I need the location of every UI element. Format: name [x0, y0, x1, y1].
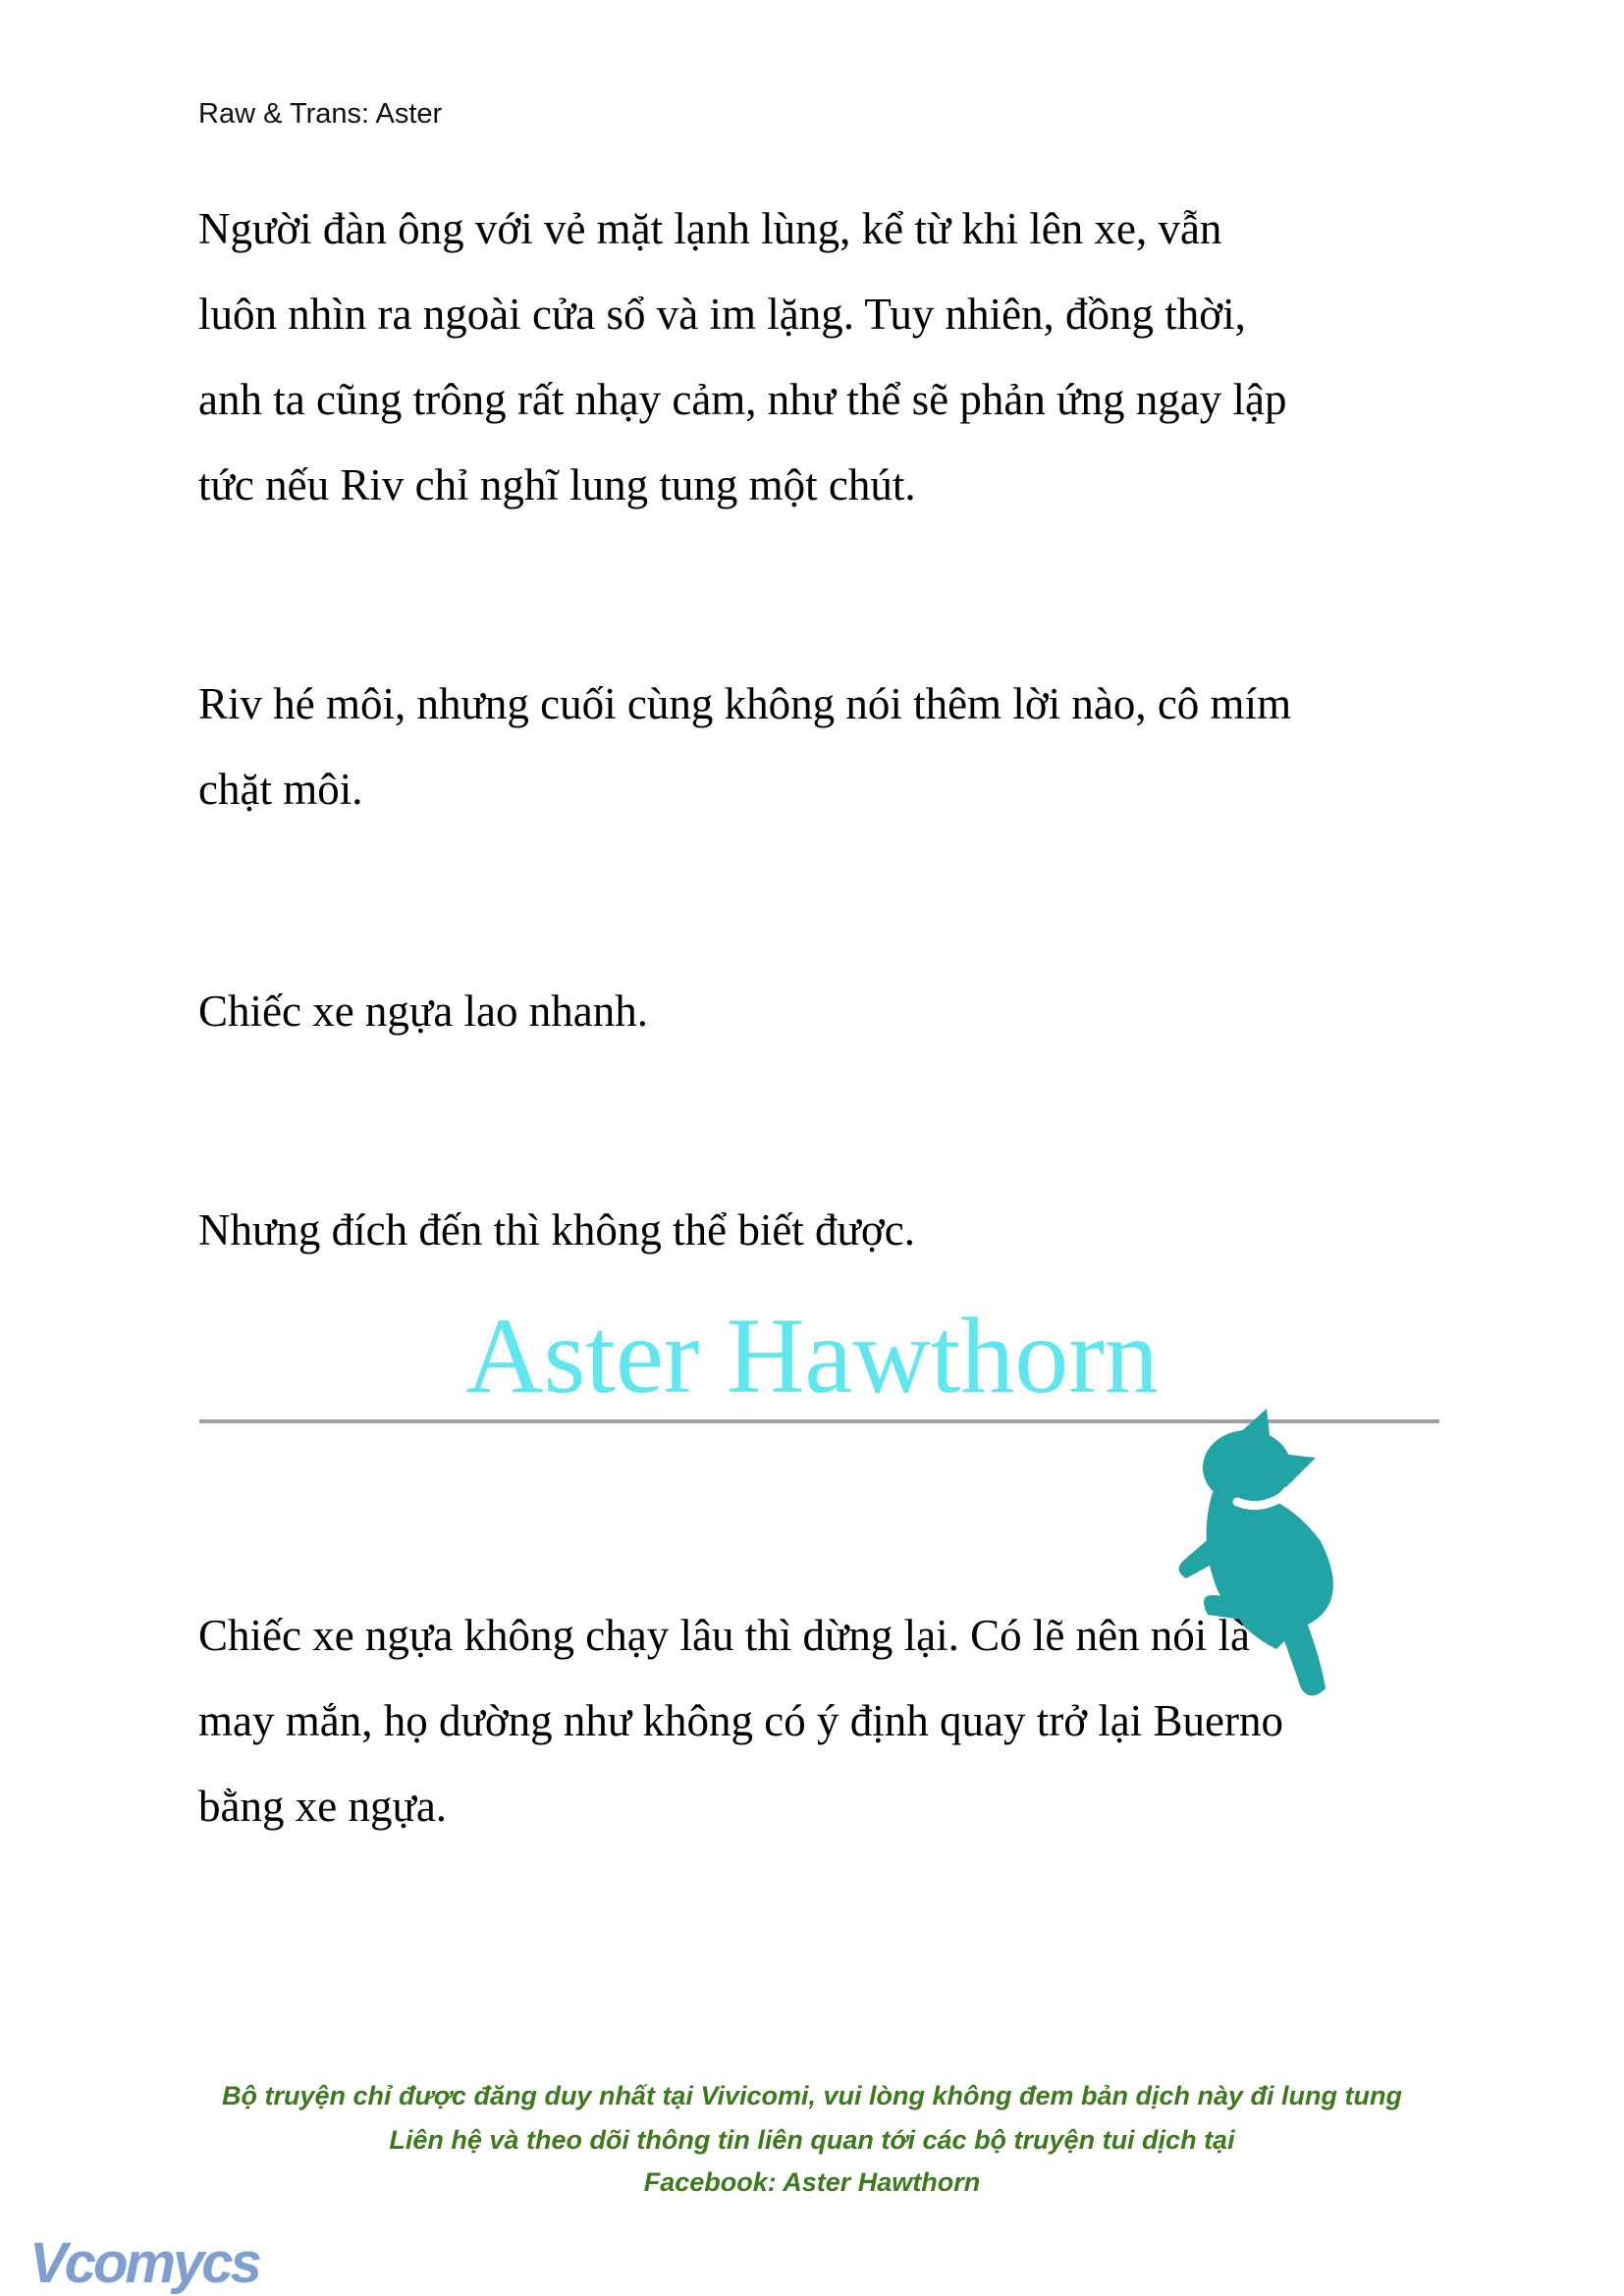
- text-line: may mắn, họ dường như không có ý định quay trở lại Buerno: [198, 1696, 1283, 1745]
- text-line: Người đàn ông với vẻ mặt lạnh lùng, kể từ khi lên xe, vẫn: [198, 204, 1222, 253]
- text-line: tức nếu Riv chỉ nghĩ lung tung một chút.: [198, 460, 916, 509]
- footer-line-2: Liên hệ và theo dõi thông tin liên quan tới các bộ truyện tui dịch tại: [389, 2125, 1235, 2155]
- paragraph-5: [198, 1593, 1283, 1849]
- paragraph-2: [198, 662, 1291, 832]
- header-credit: Raw & Trans: Aster: [198, 98, 443, 130]
- watermark-text: Aster Hawthorn: [465, 1296, 1159, 1415]
- paragraph-4: [198, 1188, 915, 1273]
- text-line: bằng xe ngựa.: [198, 1782, 448, 1831]
- text-line: Nhưng đích đến thì không thể biết được.: [198, 1205, 915, 1255]
- text-line: anh ta cũng trông rất nhạy cảm, như thể sẽ phản ứng ngay lập: [198, 375, 1287, 424]
- text-line: Chiếc xe ngựa không chạy lâu thì dừng lại. Có lẽ nên nói là: [198, 1611, 1251, 1660]
- text-line: luôn nhìn ra ngoài cửa sổ và im lặng. Tuy nhiên, đồng thời,: [198, 290, 1246, 339]
- site-logo: Vcomycs: [29, 2231, 259, 2295]
- text-line: Riv hé môi, nhưng cuối cùng không nói thêm lời nào, cô mím: [198, 679, 1292, 728]
- text-line: chặt môi.: [198, 765, 363, 814]
- text-line: Chiếc xe ngựa lao nhanh.: [198, 987, 648, 1036]
- footer-line-1: Bộ truyện chỉ được đăng duy nhất tại Vivicomi, vui lòng không đem bản dịch này đi lung tung: [222, 2081, 1402, 2110]
- paragraph-3: [198, 969, 648, 1054]
- paragraph-1: [198, 187, 1286, 528]
- footer-line-3: Facebook: Aster Hawthorn: [643, 2167, 981, 2197]
